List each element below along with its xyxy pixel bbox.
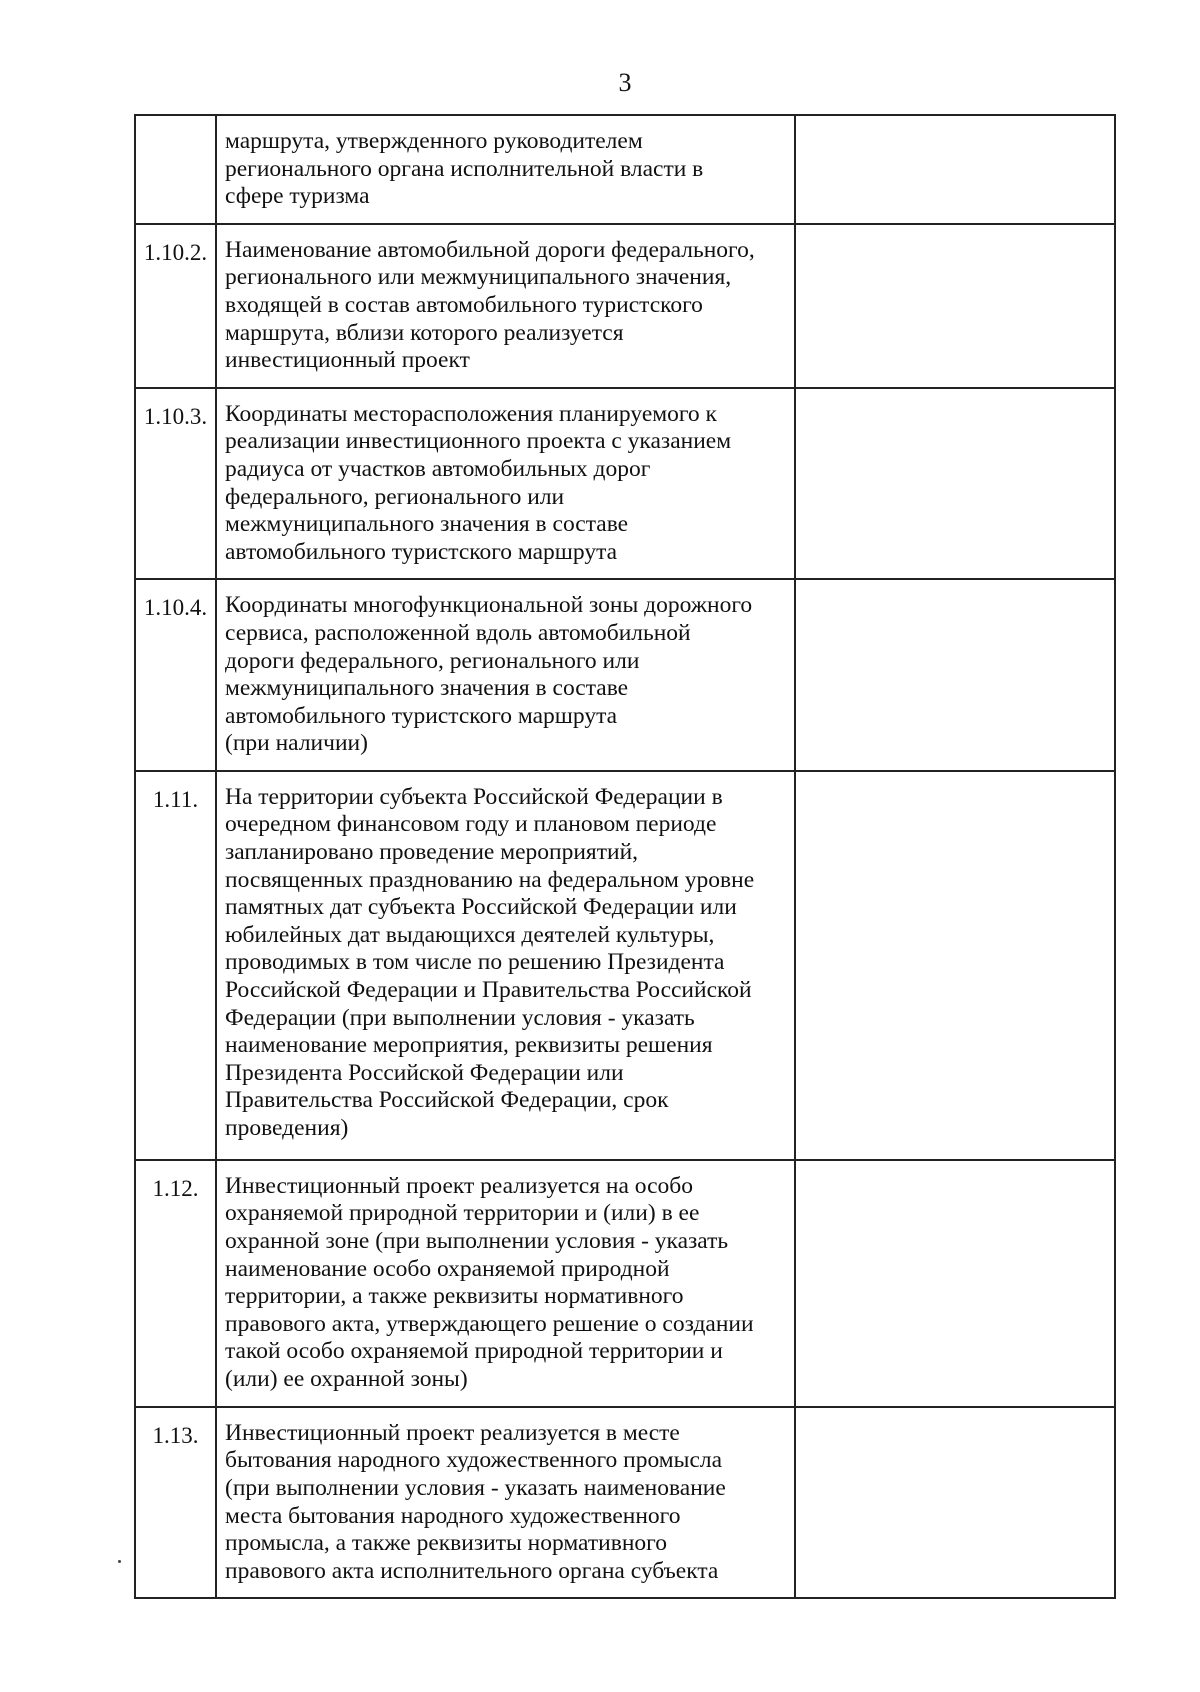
row-description xyxy=(216,224,795,388)
description-line: маршрута, вблизи которого реализуется xyxy=(225,319,624,346)
description-line: инвестиционный проект xyxy=(225,347,470,374)
description-line: посвященных празднованию на федеральном уровне xyxy=(225,866,755,893)
description-line: Инвестиционный проект реализуется на особо xyxy=(225,1172,693,1199)
page-number: 3 xyxy=(618,68,632,97)
row-number xyxy=(135,115,216,224)
description-line: На территории субъекта Российской Федерации в xyxy=(225,783,723,810)
row-value-cell xyxy=(795,388,1115,580)
description-line: охранной зоне (при выполнении условия - указать xyxy=(225,1228,729,1255)
description-line: Инвестиционный проект реализуется в месте xyxy=(225,1419,680,1446)
row-value-cell xyxy=(795,1160,1115,1407)
description-line: юбилейных дат выдающихся деятелей культуры, xyxy=(225,921,715,948)
description-line: запланировано проведение мероприятий, xyxy=(225,839,639,866)
description-line: Правительства Российской Федерации, срок xyxy=(225,1087,669,1114)
description-line: Российской Федерации и Правительства Российской xyxy=(225,977,752,1004)
table-row xyxy=(135,771,1115,1160)
row-number: 1.12. xyxy=(135,1160,216,1407)
row-number: 1.11. xyxy=(135,771,216,1160)
table-body xyxy=(135,115,1115,1598)
description-line: очередном финансовом году и плановом периоде xyxy=(225,811,717,838)
description-line: (или) ее охранной зоны) xyxy=(225,1366,468,1393)
description-line: Координаты многофункциональной зоны дорожного xyxy=(225,592,753,619)
description-line: автомобильного туристского маршрута xyxy=(225,702,618,729)
description-line: (при выполнении условия - указать наименование xyxy=(225,1475,726,1502)
table-row xyxy=(135,1407,1115,1599)
description-line: Координаты месторасположения планируемого к xyxy=(225,400,717,427)
description-line: правового акта исполнительного органа субъекта xyxy=(225,1557,719,1584)
description-line: федерального, регионального или xyxy=(225,483,565,510)
description-line: правового акта, утверждающего решение о создании xyxy=(225,1310,754,1337)
row-description xyxy=(216,388,795,580)
requirements-table xyxy=(134,114,1116,1599)
row-description xyxy=(216,579,795,771)
description-line: проведения) xyxy=(225,1115,349,1141)
description-line: Федерации (при выполнении условия - указать xyxy=(225,1004,695,1031)
table-row xyxy=(135,388,1115,580)
row-value-cell xyxy=(795,579,1115,771)
row-value-cell xyxy=(795,1407,1115,1599)
row-value-cell xyxy=(795,771,1115,1160)
description-line: места бытования народного художественного xyxy=(225,1502,681,1529)
description-line: реализации инвестиционного проекта с указанием xyxy=(225,428,732,455)
row-value-cell xyxy=(795,115,1115,224)
description-line: маршрута, утвержденного руководителем xyxy=(225,128,643,154)
table-row xyxy=(135,579,1115,771)
margin-dot xyxy=(118,1560,121,1563)
description-line: сервиса, расположенной вдоль автомобильной xyxy=(225,619,691,646)
row-number: 1.10.2. xyxy=(135,224,216,388)
row-description xyxy=(216,1407,795,1599)
row-description xyxy=(216,771,795,1160)
description-line: радиуса от участков автомобильных дорог xyxy=(225,455,651,482)
row-value-cell xyxy=(795,224,1115,388)
description-line: межмуниципального значения в составе xyxy=(225,675,629,702)
row-number: 1.13. xyxy=(135,1407,216,1599)
description-line: наименование особо охраняемой природной xyxy=(225,1255,670,1282)
description-line: автомобильного туристского маршрута xyxy=(225,538,618,565)
row-description xyxy=(216,115,795,224)
row-number: 1.10.3. xyxy=(135,388,216,580)
description-line: (при наличии) xyxy=(225,730,368,757)
description-line: регионального органа исполнительной власти в xyxy=(225,155,704,182)
description-line: охраняемой природной территории и (или) в ее xyxy=(225,1200,700,1227)
description-line: памятных дат субъекта Российской Федерации или xyxy=(225,894,737,921)
description-line: Президента Российской Федерации или xyxy=(225,1059,624,1086)
description-line: дороги федерального, регионального или xyxy=(225,647,640,674)
row-number: 1.10.4. xyxy=(135,579,216,771)
description-line: промысла, а также реквизиты нормативного xyxy=(225,1530,667,1557)
description-line: проводимых в том числе по решению Президента xyxy=(225,949,725,976)
description-line: территории, а также реквизиты нормативного xyxy=(225,1283,684,1310)
table-row xyxy=(135,115,1115,224)
description-line: такой особо охраняемой природной территории и xyxy=(225,1338,723,1365)
description-line: регионального или межмуниципального значения, xyxy=(225,264,732,291)
table-row xyxy=(135,1160,1115,1407)
description-line: входящей в состав автомобильного туристского xyxy=(225,291,703,318)
description-line: наименование мероприятия, реквизиты решения xyxy=(225,1032,713,1059)
description-line: бытования народного художественного промысла xyxy=(225,1447,723,1474)
description-line: Наименование автомобильной дороги федерального, xyxy=(225,236,755,263)
description-line: межмуниципального значения в составе xyxy=(225,511,629,538)
row-description xyxy=(216,1160,795,1407)
table-row xyxy=(135,224,1115,388)
description-line: сфере туризма xyxy=(225,183,370,210)
